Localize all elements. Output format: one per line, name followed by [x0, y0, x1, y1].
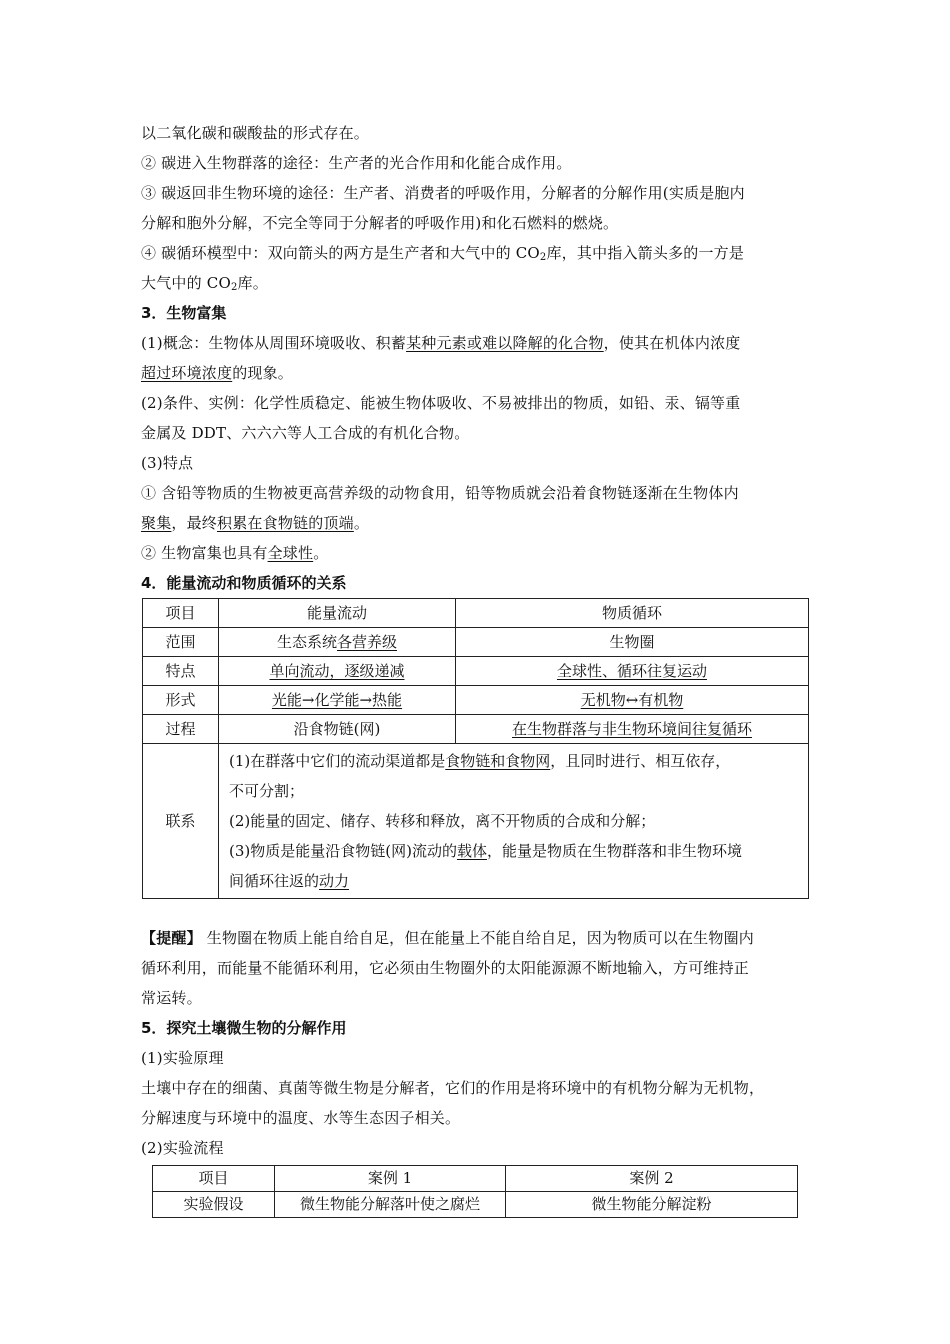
- table-header-row: [143, 599, 809, 628]
- energy-cell: 光能→化学能→热能: [219, 686, 456, 715]
- condition-line-b: 金属及 DDT、六六六等人工合成的有机化合物。: [141, 424, 470, 442]
- link-2: (2)能量的固定、储存、转移和释放，离不开物质的合成和分解；: [229, 812, 656, 830]
- table-row: [143, 657, 809, 686]
- tip-line-1: 【提醒】 生物圈在物质上能自给自足，但在能量上不能自给自足，因为物质可以在生物圈内: [141, 929, 754, 947]
- carbon-path-out-b: 分解和胞外分解，不完全等同于分解者的呼吸作用)和化石燃料的燃烧。: [141, 214, 619, 232]
- row-label: 形式: [143, 686, 219, 715]
- principle-title: (1)实验原理: [141, 1049, 224, 1067]
- concept-line-b: 超过环境浓度的现象。: [141, 364, 294, 382]
- tip-line-2: 循环利用，而能量不能循环利用，它必须由生物圈外的太阳能源源不断地输入，方可维持正: [141, 959, 750, 977]
- principle-line-a: 土壤中存在的细菌、真菌等微生物是分解者，它们的作用是将环境中的有机物分解为无机物，: [141, 1079, 765, 1097]
- principle-line-b: 分解速度与环境中的温度、水等生态因子相关。: [141, 1109, 461, 1127]
- row-label: 特点: [143, 657, 219, 686]
- matter-cell: 生物圈: [456, 628, 809, 657]
- energy-matter-table: [142, 598, 809, 899]
- link-cell: [219, 744, 809, 899]
- tip-line-3: 常运转。: [141, 989, 202, 1007]
- table-row: [143, 686, 809, 715]
- flow-title: (2)实验流程: [141, 1139, 224, 1157]
- table-row: [143, 715, 809, 744]
- link-1-line-a: (1)在群落中它们的流动渠道都是食物链和食物网，且同时进行、相互依存，: [229, 752, 731, 770]
- carbon-path-out-a: ③ 碳返回非生物环境的途径：生产者、消费者的呼吸作用，分解者的分解作用(实质是胞内: [141, 184, 745, 202]
- feature-2: ② 生物富集也具有全球性。: [141, 544, 329, 562]
- header-cell: 案例 1: [275, 1166, 506, 1192]
- row-label: 过程: [143, 715, 219, 744]
- row-label: 联系: [143, 744, 219, 899]
- feature-title: (3)特点: [141, 454, 194, 472]
- table-header-row: [153, 1166, 798, 1192]
- carbon-path-in: ② 碳进入生物群落的途径：生产者的光合作用和化能合成作用。: [141, 154, 572, 172]
- experiment-table: [152, 1165, 798, 1218]
- section-5-heading: 5．探究土壤微生物的分解作用: [141, 1019, 347, 1037]
- condition-line-a: (2)条件、实例：化学性质稳定、能被生物体吸收、不易被排出的物质，如铅、汞、镉等重: [141, 394, 741, 412]
- carbon-model-b: 大气中的 $CO_2$库。: [141, 274, 268, 293]
- matter-cell: 全球性、循环往复运动: [456, 657, 809, 686]
- section-4-heading: 4．能量流动和物质循环的关系: [141, 574, 347, 592]
- matter-cell: 无机物↔有机物: [456, 686, 809, 715]
- section-3-heading: 3．生物富集: [141, 304, 227, 322]
- header-cell: 物质循环: [456, 599, 809, 628]
- energy-cell: 单向流动，逐级递减: [219, 657, 456, 686]
- header-cell: 项目: [143, 599, 219, 628]
- table-row: [143, 628, 809, 657]
- header-cell: 案例 2: [506, 1166, 798, 1192]
- case-2-cell: 微生物能分解淀粉: [506, 1192, 798, 1218]
- feature-1-line-b: 聚集，最终积累在食物链的顶端。: [141, 514, 370, 532]
- energy-cell: 生态系统各营养级: [219, 628, 456, 657]
- table-row: [153, 1192, 798, 1218]
- row-label: 实验假设: [153, 1192, 275, 1218]
- concept-line-a: (1)概念：生物体从周围环境吸收、积蓄某种元素或难以降解的化合物，使其在机体内浓度: [141, 334, 741, 352]
- header-cell: 能量流动: [219, 599, 456, 628]
- carbon-model-a: ④ 碳循环模型中：双向箭头的两方是生产者和大气中的 $CO_2$库，其中指入箭头多的一方是: [141, 244, 745, 263]
- row-label: 范围: [143, 628, 219, 657]
- link-3-line-b: 间循环往返的动力: [229, 872, 350, 890]
- carbon-line-0: 以二氧化碳和碳酸盐的形式存在。: [141, 124, 370, 142]
- case-1-cell: 微生物能分解落叶使之腐烂: [275, 1192, 506, 1218]
- matter-cell: 在生物群落与非生物环境间往复循环: [456, 715, 809, 744]
- table-row-link: [143, 744, 809, 899]
- feature-1-line-a: ① 含铅等物质的生物被更高营养级的动物食用，铅等物质就会沿着食物链逐渐在生物体内: [141, 484, 739, 502]
- header-cell: 项目: [153, 1166, 275, 1192]
- tip-tag: 【提醒】: [141, 929, 202, 947]
- link-3-line-a: (3)物质是能量沿食物链(网)流动的载体，能量是物质在生物群落和非生物环境: [229, 842, 742, 860]
- link-1-line-b: 不可分割；: [229, 782, 305, 800]
- document-page: [141, 118, 811, 1218]
- energy-cell: 沿食物链(网): [219, 715, 456, 744]
